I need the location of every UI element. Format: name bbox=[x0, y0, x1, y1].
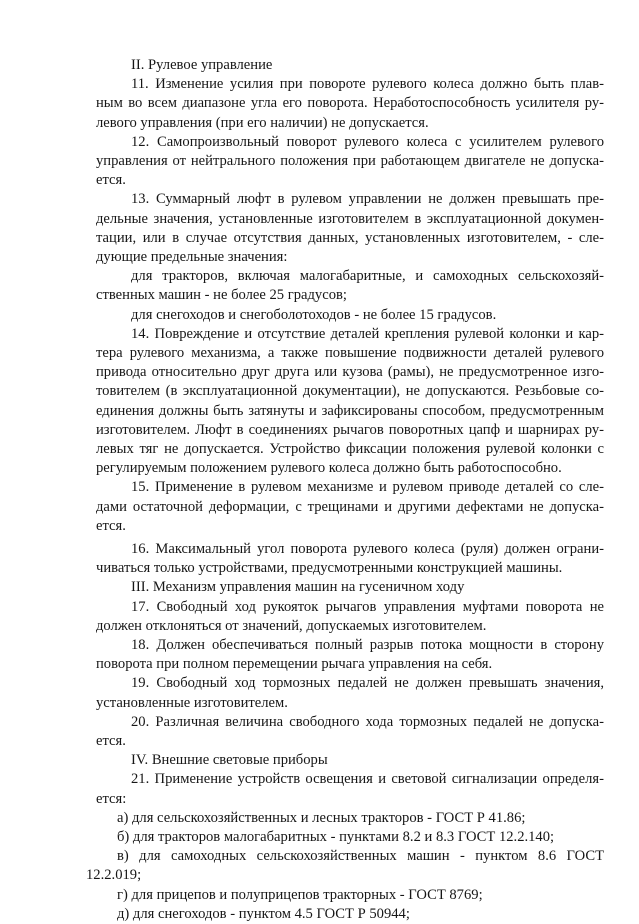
paragraph-16-line-1: 16. Максимальный угол поворота рулевого колеса (руля) должен ограни- bbox=[131, 541, 604, 557]
paragraph-13-line-4: дующие предельные значения: bbox=[96, 249, 288, 265]
paragraph-14-line-4: товителем (в эксплуатационной документации), не допускаются. Резьбовые со- bbox=[96, 383, 604, 400]
paragraph-12-line-2: управления от нейтрального положения при работающем двигателе не допуска- bbox=[96, 153, 604, 169]
list-item-d: д) для снегоходов - пунктом 4.5 ГОСТ Р 50944; bbox=[117, 905, 410, 922]
paragraph-11-line-3: левого управления (при его наличии) не допускается. bbox=[96, 114, 429, 131]
paragraph-13-tractors-line-2: ственных машин - не более 25 градусов; bbox=[96, 287, 347, 304]
paragraph-13-tractors-line-1: для тракторов, включая малогабаритные, и самоходных сельскохозяй- bbox=[131, 268, 604, 285]
paragraph-19-line-1: 19. Свободный ход тормозных педалей не должен превышать значения, bbox=[131, 675, 604, 692]
paragraph-14-line-7: левых тяг не допускается. Устройство фиксации положения рулевой колонки с bbox=[96, 441, 604, 457]
paragraph-18-line-2: поворота при полном перемещении рычага управления на себя. bbox=[96, 656, 493, 673]
paragraph-14-line-1: 14. Повреждение и отсутствие деталей крепления рулевой колонки и кар- bbox=[131, 325, 604, 342]
paragraph-13-snowmobiles: для снегоходов и снегоболотоходов - не более 15 градусов. bbox=[131, 306, 497, 323]
paragraph-20-line-1: 20. Различная величина свободного хода тормозных педалей не допуска- bbox=[131, 713, 604, 730]
section-heading-tracked: III. Механизм управления машин на гусеничном ходу bbox=[131, 579, 465, 596]
paragraph-20-line-2: ется. bbox=[96, 733, 126, 749]
list-item-v-line-1: в) для самоходных сельскохозяйственных машин - пунктом 8.6 ГОСТ bbox=[117, 848, 604, 865]
section-heading-lighting: IV. Внешние световые приборы bbox=[131, 752, 328, 769]
paragraph-17-line-1: 17. Свободный ход рукояток рычагов управления муфтами поворота не bbox=[131, 598, 604, 615]
list-item-g: г) для прицепов и полуприцепов тракторных - ГОСТ 8769; bbox=[117, 886, 483, 903]
paragraph-11-line-2: ным во всем диапазоне угла его поворота. Неработоспособность усилителя ру- bbox=[96, 95, 604, 112]
paragraph-15-line-3: ется. bbox=[96, 517, 126, 534]
paragraph-14-line-5: единения должны быть затянуты и зафиксированы способом, предусмотренным bbox=[96, 402, 604, 419]
paragraph-16-line-2: чиваться только устройствами, предусмотренными конструкцией машины. bbox=[96, 560, 563, 577]
paragraph-13-line-2: дельные значения, установленные изготовителем в эксплуатационной докумен- bbox=[96, 210, 604, 227]
list-item-a: а) для сельскохозяйственных и лесных тракторов - ГОСТ Р 41.86; bbox=[117, 809, 526, 826]
list-item-b: б) для тракторов малогабаритных - пунктами 8.2 и 8.3 ГОСТ 12.2.140; bbox=[117, 829, 555, 845]
paragraph-11-line-1: 11. Изменение усилия при повороте рулевого колеса должно быть плав- bbox=[131, 76, 604, 93]
paragraph-15-line-1: 15. Применение в рулевом механизме и рулевом приводе деталей со сле- bbox=[131, 479, 604, 496]
paragraph-12-line-1: 12. Самопроизвольный поворот рулевого колеса с усилителем рулевого bbox=[131, 133, 604, 150]
paragraph-21-line-1: 21. Применение устройств освещения и световой сигнализации определя- bbox=[131, 771, 604, 788]
paragraph-14-line-3: привода относительно друг друга или кузова (рамы), не предусмотренное изго- bbox=[96, 364, 604, 381]
paragraph-14-line-6: изготовителем. Люфт в соединениях рычагов поворотных цапф и шарнирах ру- bbox=[96, 421, 604, 438]
list-item-v-line-2: 12.2.019; bbox=[86, 867, 142, 884]
paragraph-13-line-3: тации, или в случае отсутствия данных, установленных изготовителем, - сле- bbox=[96, 229, 604, 246]
paragraph-21-line-2: ется: bbox=[96, 790, 127, 807]
paragraph-14-line-2: тера рулевого механизма, а также повышение подвижности деталей рулевого bbox=[96, 345, 604, 361]
paragraph-15-line-2: дами остаточной деформации, с трещинами и другими дефектами не допуска- bbox=[96, 498, 604, 515]
paragraph-18-line-1: 18. Должен обеспечиваться полный разрыв потока мощности в сторону bbox=[131, 637, 604, 653]
paragraph-12-line-3: ется. bbox=[96, 172, 126, 189]
section-heading-steering: II. Рулевое управление bbox=[131, 57, 273, 73]
paragraph-19-line-2: установленные изготовителем. bbox=[96, 694, 288, 711]
paragraph-14-line-8: регулируемым положением рулевого колеса должно быть работоспособно. bbox=[96, 460, 562, 477]
paragraph-13-line-1: 13. Суммарный люфт в рулевом управлении не должен превышать пре- bbox=[131, 191, 604, 208]
paragraph-17-line-2: должен отклоняться от значений, допускаемых изготовителем. bbox=[96, 617, 487, 634]
